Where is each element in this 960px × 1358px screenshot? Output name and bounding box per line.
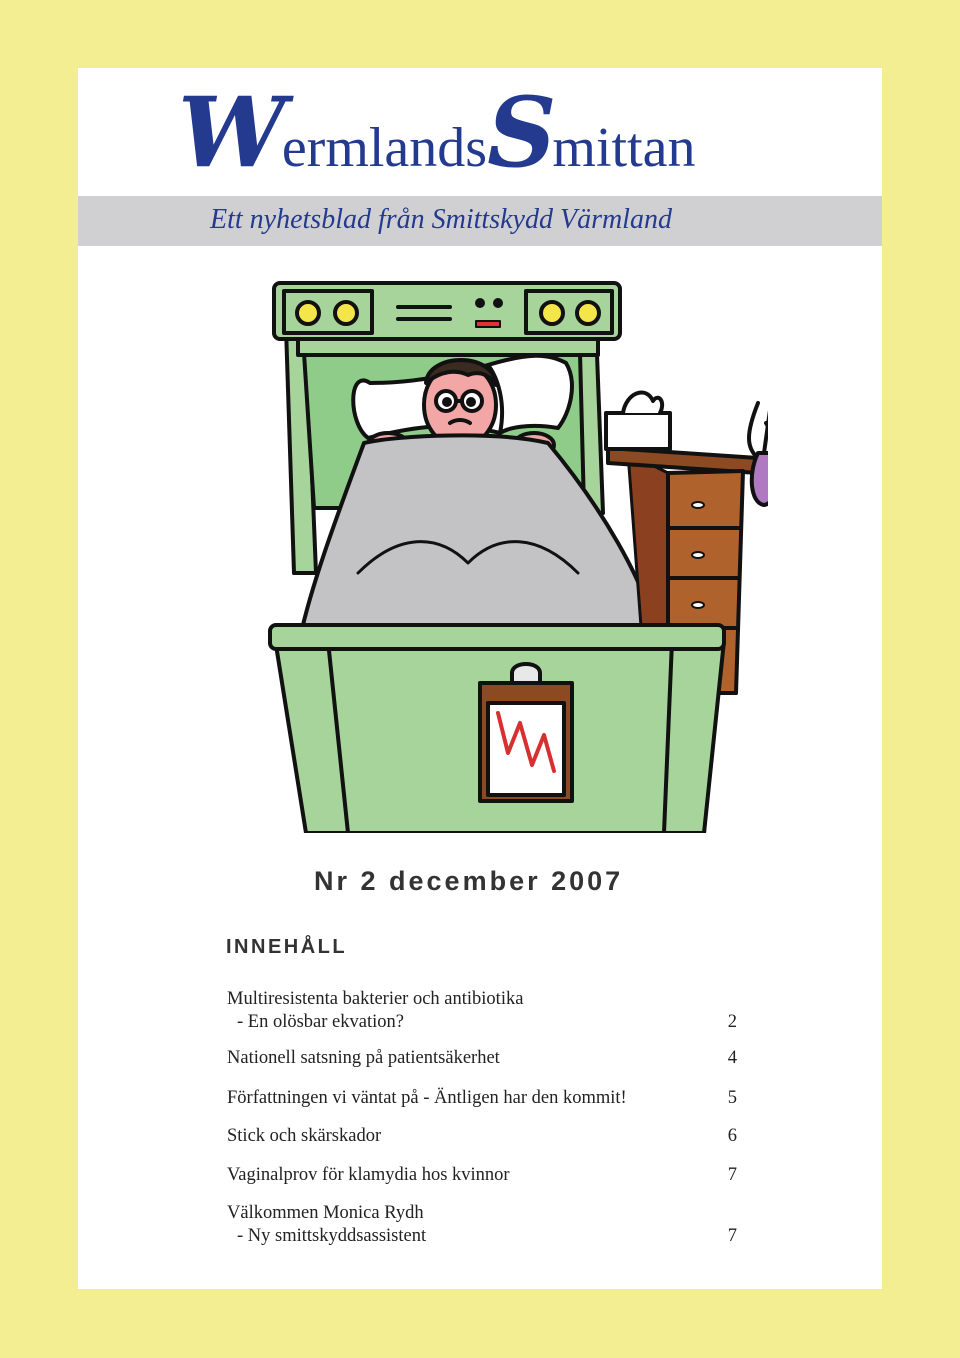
masthead [78, 68, 882, 196]
toc-item[interactable] [227, 1164, 737, 1187]
toc-item-title: Stick och skärskador [227, 1126, 382, 1146]
subtitle: Ett nyhetsblad från Smittskydd Värmland [210, 204, 672, 235]
toc-item-title: Multiresistenta bakterier och antibiotika [227, 989, 524, 1009]
toc-item-title: Välkommen Monica Rydh [227, 1203, 424, 1223]
toc-item-title: Nationell satsning på patientsäkerhet [227, 1048, 500, 1068]
toc-item[interactable] [227, 1202, 737, 1248]
title-initial-w: W [178, 76, 282, 189]
toc-item[interactable] [227, 1125, 737, 1148]
toc-item[interactable] [227, 1087, 737, 1110]
title-initial-s: S [487, 76, 553, 189]
toc-item[interactable] [227, 1047, 737, 1070]
toc-item-subtitle: - Ny smittskyddsassistent [237, 1226, 427, 1246]
toc-item[interactable] [227, 988, 737, 1034]
toc-item-title: Vaginalprov för klamydia hos kvinnor [227, 1165, 510, 1185]
toc-item-page: 6 [727, 1126, 737, 1146]
cover-page [78, 68, 882, 1289]
title-part-2: mittan [552, 117, 696, 179]
toc-item-subtitle: - En olösbar ekvation? [237, 1012, 404, 1032]
newsletter-title [178, 76, 696, 189]
toc-item-page: 7 [727, 1165, 737, 1185]
toc-item-title: Författningen vi väntat på - Äntligen har den kommit! [227, 1088, 627, 1108]
toc-heading: INNEHÅLL [226, 936, 348, 958]
title-part-1: ermlands [281, 117, 488, 179]
subtitle-band [78, 196, 882, 246]
sick-patient-in-hospital-bed-icon [198, 273, 768, 833]
toc-item-page: 4 [727, 1048, 737, 1068]
toc-item-page: 2 [727, 1012, 737, 1032]
toc-item-page: 7 [727, 1226, 737, 1246]
issue-number: Nr 2 december 2007 [314, 866, 624, 896]
toc-item-page: 5 [727, 1088, 737, 1108]
